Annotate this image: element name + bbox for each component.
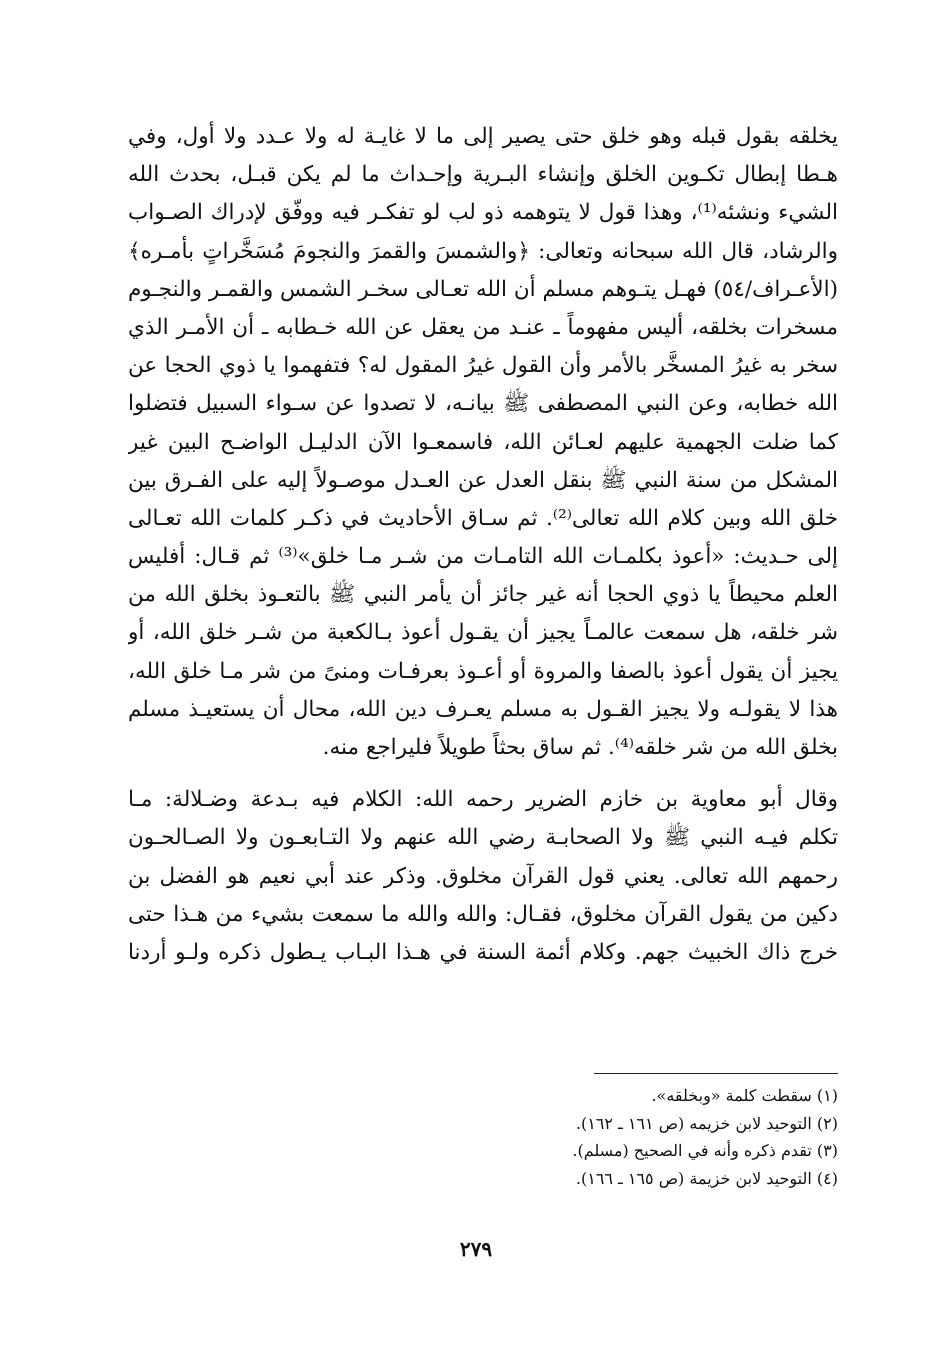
footnote-3: (٣) تقدم ذكره وأنه في الصحيح (مسلم). [572, 1141, 838, 1160]
text-line: الشيء ونشئه⁽¹⁾، وهذا قول لا يتوهمه ذو لب لو تفكـر فيه ووفّق لإدراك الصـواب [128, 200, 838, 226]
text-line: العلم محيطاً يا ذوي الحجا أنه غير جائز أن يأمر النبي ﷺ بالتعـوذ بخلق الله من [128, 582, 838, 608]
text-line: وقال أبو معاوية بن خازم الضرير رحمه الله: الكلام فيه بـدعة وضـلالة: مـا [128, 787, 838, 813]
footnote-2: (٢) التوحيد لابن خزيمه (ص ١٦١ ـ ١٦٢). [575, 1113, 838, 1133]
text-line: خرج ذاك الخبيث جهم. وكلام أئمة السنة في هـذا البـاب يـطول ذكره ولـو أردنا [128, 939, 838, 965]
text-line: المشكل من سنة النبي ﷺ بنقل العدل عن العـدل موصـولاً إليه على الفـرق بين [128, 467, 838, 493]
text-line: هذا لا يقولـه ولا يجيز القـول به مسلم يعـرف دين الله، محال أن يستعيـذ مسلم [128, 696, 838, 722]
text-line: سخر به غيرُ المسخَّر بالأمر وأن القول غيرُ المقول له؟ فتفهموا يا ذوي الحجا عن [128, 353, 838, 379]
text-line: بخلق الله من شر خلقه⁽⁴⁾. ثم ساق بحثاً طويلاً فليراجع منه. [322, 735, 838, 760]
text-line: يخلقه بقول قبله وهو خلق حتى يصير إلى ما لا غايـة له ولا عـدد ولا أول، وفي [128, 124, 838, 149]
text-line: تكلم فيـه النبي ﷺ ولا الصحابـة رضي الله عنهم ولا التـابعـون ولا الصـالحـون [128, 825, 838, 851]
text-line: مسخرات بخلقه، أليس مفهوماً ـ عنـد من يعقل عن الله خـطابه ـ أن الأمـر الذي [128, 314, 838, 340]
page-number: ٢٧٩ [459, 1237, 493, 1261]
main-text-block [128, 118, 838, 972]
footnote-1: (١) سقطت كلمة «وبخلقه». [651, 1086, 838, 1105]
text-line: هـطا إبطال تكـوين الخلق وإنشاء البـرية وإحـداث ما لم يكن قبـل، بحدث الله [128, 162, 838, 188]
paragraph-gap [128, 767, 838, 781]
footnote-4: (٤) التوحيد لابن خزيمة (ص ١٦٥ ـ ١٦٦). [575, 1168, 838, 1188]
text-line: يجيز أن يقول أعوذ بالصفا والمروة أو أعـوذ بعرفـات ومنىً من شر مـا خلق الله، [128, 658, 838, 684]
text-line: كما ضلت الجهمية عليهم لعـائن الله، فاسمعـوا الآن الدليـل الواضـح البين غير [128, 429, 838, 455]
text-line: خلق الله وبين كلام الله تعالى⁽²⁾. ثم سـاق الأحاديث في ذكـر كلمات الله تعـالى [128, 505, 838, 531]
text-line: الله خطابه، وعن النبي المصطفى ﷺ بيانـه، لا تصدوا عن سـواء السبيل فتضلوا [128, 391, 838, 417]
text-line: دكين من يقول القرآن مخلوق، فقـال: والله والله ما سمعت بشيء من هـذا حتى [128, 901, 838, 927]
text-line: رحمهم الله تعالى. يعني قول القرآن مخلوق. وذكر عند أبي نعيم هو الفضل بن [128, 863, 838, 889]
paragraph-2 [128, 781, 838, 972]
footnotes-block [338, 1082, 838, 1192]
footnote-divider [594, 1073, 838, 1074]
text-line: إلى حـديث: «أعوذ بكلمـات الله التامـات من شـر مـا خلق»⁽³⁾ ثم قـال: أفليس [128, 544, 838, 570]
paragraph-1 [128, 118, 838, 767]
text-line: والرشاد، قال الله سبحانه وتعالى: ﴿والشمسَ والقمرَ والنجومَ مُسَخَّراتٍ بأمـره﴾ [128, 238, 838, 264]
text-line: شر خلقه، هل سمعت عالمـاً يجيز أن يقـول أعوذ بـالكعبة من شـر خلق الله، أو [128, 620, 838, 646]
text-line: (الأعـراف/٥٤) فهـل يتـوهم مسلم أن الله تعـالى سخـر الشمس والقمـر والنجـوم [128, 276, 838, 302]
